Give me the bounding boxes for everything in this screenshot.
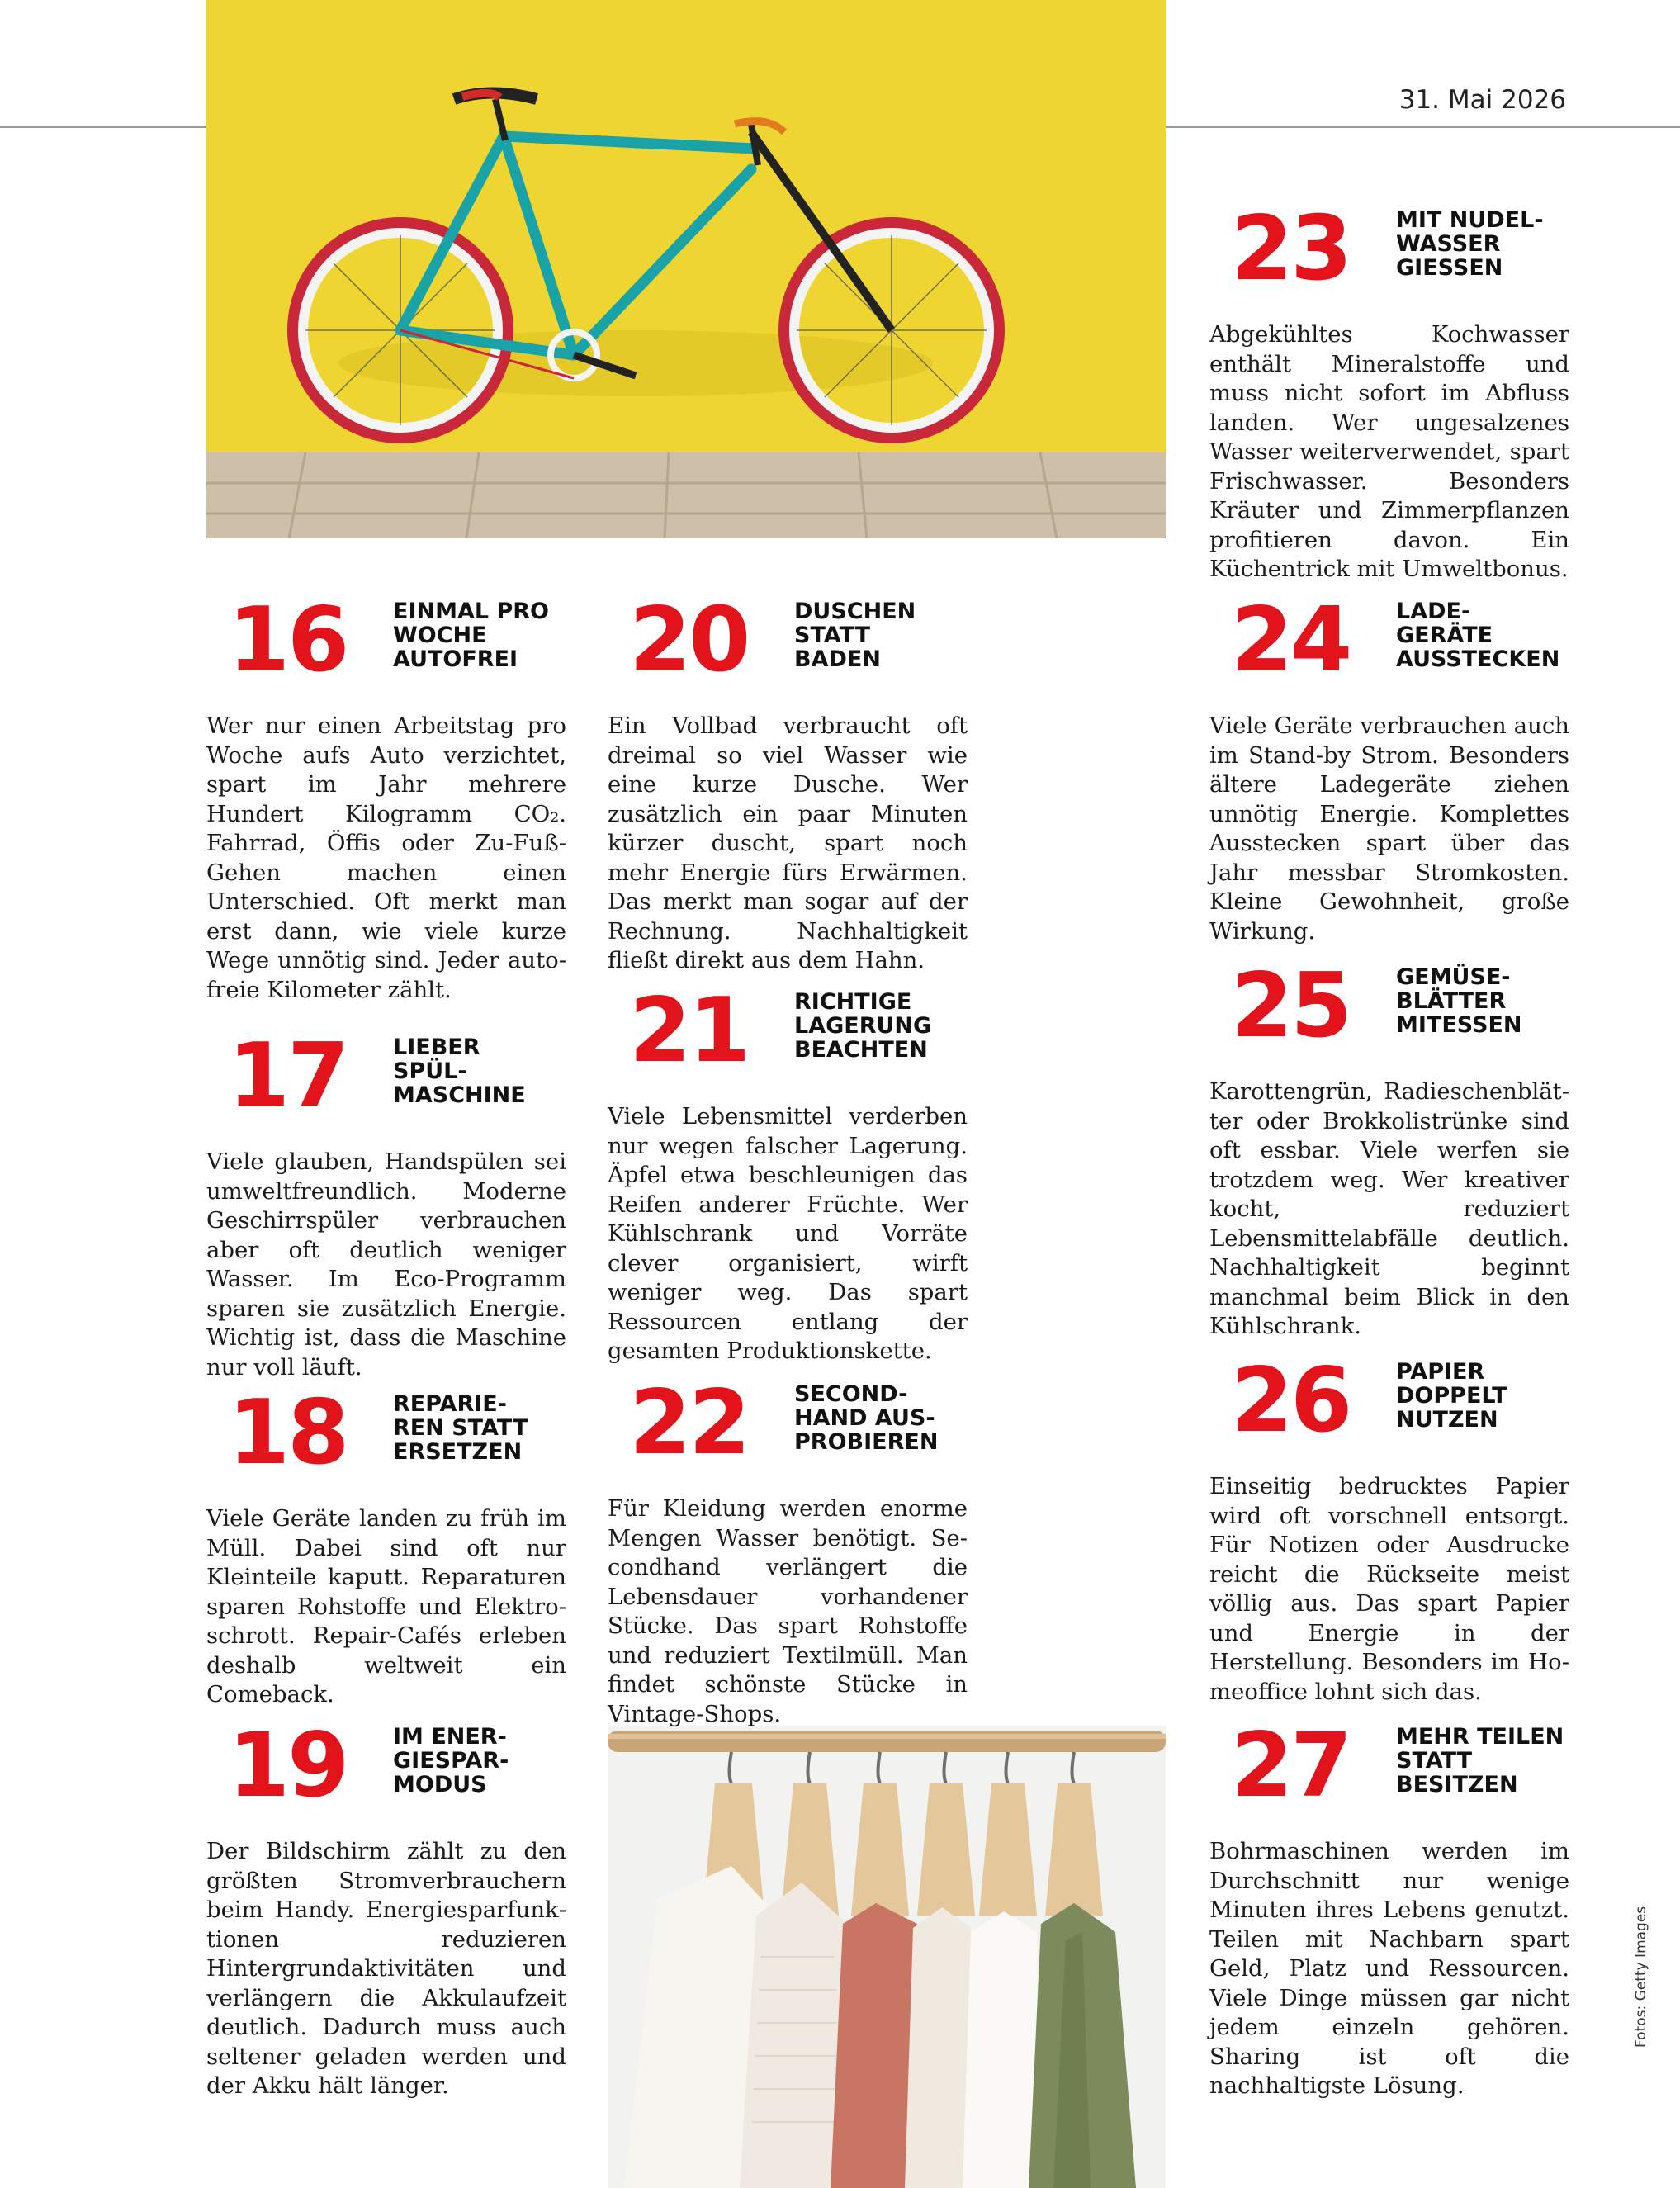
tip-title: LIEBER SPÜL- MASCHINE bbox=[393, 1035, 526, 1108]
tip-number: 21 bbox=[629, 979, 749, 1082]
tip-text: Viele Geräte landen zu früh im Müll. Dabei sind oft nur Kleinteile kaputt. Reparaturen sparen Rohstoffe und Elektroschrott. Repair-Cafés erleben deshalb weltweit ein Comeback. bbox=[206, 1505, 566, 1707]
tip-title: MIT NUDEL- WASSER GIESSEN bbox=[1396, 207, 1544, 281]
tip-number: 27 bbox=[1231, 1714, 1351, 1817]
tip-23 bbox=[1209, 197, 1569, 585]
tip-19 bbox=[206, 1714, 566, 2101]
tip-text: Der Bildschirm zählt zu den größten Stromverbrauchern beim Handy. Energiesparfunktionen reduzieren Hintergrundaktivitäten und verlängern die Akkulaufzeit deutlich. Dadurch muss auch seltener geladen werden und der Akku hält länger. bbox=[206, 1838, 566, 2099]
tip-24 bbox=[1209, 589, 1569, 946]
tip-16 bbox=[206, 589, 566, 1005]
tip-number: 24 bbox=[1231, 589, 1351, 692]
header-rule-right bbox=[1166, 126, 1680, 128]
tip-text: Viele Lebensmittel verderben nur wegen falscher Lagerung. Äpfel etwa beschleunigen das Reifen anderer Früchte. Wer Kühlschrank und Vorräte clever organisiert, wirft weniger weg. Das spart Ressourcen entlang der gesamten Produktionskette. bbox=[608, 1103, 968, 1364]
tip-21 bbox=[608, 979, 968, 1366]
tip-number: 25 bbox=[1231, 954, 1351, 1058]
tip-title: RICHTIGE LAGERUNG BEACHTEN bbox=[794, 989, 932, 1063]
tip-text: Wer nur einen Arbeitstag pro Woche aufs Auto verzichtet, spart im Jahr mehrere Hundert Kilogramm CO₂. Fahrrad, Öffis oder Zu-Fuß-Gehen machen einen Unterschied. Oft merkt man erst dann, wie viele kurze Wege unnötig sind. Jeder autofreie Kilometer zählt. bbox=[206, 713, 566, 1003]
tip-title: PAPIER DOPPELT NUTZEN bbox=[1396, 1359, 1507, 1433]
tip-number: 16 bbox=[228, 589, 348, 692]
bicycle-photo bbox=[206, 0, 1166, 538]
tip-25 bbox=[1209, 954, 1569, 1342]
issue-date: 31. Mai 2026 bbox=[1398, 85, 1566, 115]
header-rule-left bbox=[0, 126, 206, 128]
tip-27 bbox=[1209, 1714, 1569, 2101]
tip-17 bbox=[206, 1025, 566, 1382]
tip-20 bbox=[608, 589, 968, 976]
tip-number: 22 bbox=[629, 1371, 749, 1475]
tip-text: Für Kleidung werden enorme Mengen Wasser benötigt. Secondhand verlängert die Lebensdauer vorhandener Stücke. Das spart Rohstoffe und reduziert Textilmüll. Man findet schönste Stücke in Vintage-Shops. bbox=[608, 1495, 968, 1727]
tip-text: Viele Geräte verbrauchen auch im Stand-by Strom. Besonders ältere Ladegeräte ziehen unnötig Energie. Komplettes Ausstecken spart über das Jahr messbar Stromkosten. Kleine Gewohnheit, große Wirkung. bbox=[1209, 713, 1569, 945]
tip-title: SECOND- HAND AUS- PROBIEREN bbox=[794, 1381, 939, 1455]
tip-26 bbox=[1209, 1349, 1569, 1707]
tip-18 bbox=[206, 1381, 566, 1710]
tip-title: MEHR TEILEN STATT BESITZEN bbox=[1396, 1724, 1564, 1797]
tip-text: Bohrmaschinen werden im Durchschnitt nur wenige Minuten ihres Lebens genutzt. Teilen mit Nachbarn spart Geld, Platz und Ressourcen. Viele Dinge müssen gar nicht jedem einzeln gehören. Sharing ist oft die nachhaltigste Lösung. bbox=[1209, 1838, 1569, 2099]
tip-number: 18 bbox=[228, 1381, 348, 1485]
tip-number: 26 bbox=[1231, 1349, 1351, 1452]
tip-title: DUSCHEN STATT BADEN bbox=[794, 599, 916, 672]
tip-number: 19 bbox=[228, 1714, 348, 1817]
tip-number: 23 bbox=[1231, 197, 1351, 301]
tip-number: 17 bbox=[228, 1025, 348, 1128]
tip-number: 20 bbox=[629, 589, 749, 692]
tip-text: Einseitig bedrucktes Papier wird oft vorschnell entsorgt. Für Notizen oder Ausdrucke reicht die Rückseite meist völlig aus. Das spart Papier und Energie in der Herstellung. Besonders im Homeoffice lohnt sich das. bbox=[1209, 1473, 1569, 1705]
tip-text: Viele glauben, Handspülen sei umweltfreundlich. Moderne Geschirrspüler verbrauchen aber oft deutlich weniger Wasser. Im Eco-Programm sparen sie zusätzlich Energie. Wichtig ist, dass die Maschine nur voll läuft. bbox=[206, 1148, 566, 1381]
tip-title: GEMÜSE- BLÄTTER MITESSEN bbox=[1396, 964, 1522, 1038]
tip-title: EINMAL PRO WOCHE AUTOFREI bbox=[393, 599, 549, 672]
photo-credit: Fotos: Getty Images bbox=[1633, 1906, 1649, 2048]
tip-text: Karottengrün, Radieschenblätter oder Brokkolistrünke sind oft essbar. Viele werfen sie trotzdem weg. Wer kreativer kocht, reduziert Lebensmittelabfälle deutlich. Nachhaltigkeit beginnt manchmal beim Blick in den Kühlschrank. bbox=[1209, 1078, 1569, 1339]
tip-title: IM ENER- GIESPAR- MODUS bbox=[393, 1724, 509, 1797]
tip-text: Abgekühltes Kochwasser enthält Mineralstoffe und muss nicht sofort im Abfluss landen. Wer ungesalzenes Wasser weiterverwendet, spart Frischwasser. Besonders Kräuter und Zimmerpflanzen profitieren davon. Ein Küchentrick mit Umweltbonus. bbox=[1209, 321, 1569, 582]
tip-title: REPARIE- REN STATT ERSETZEN bbox=[393, 1391, 528, 1465]
tip-title: LADE- GERÄTE AUSSTECKEN bbox=[1396, 599, 1560, 672]
clothes-rack-photo bbox=[608, 1726, 1166, 2188]
tip-22 bbox=[608, 1371, 968, 1729]
tip-text: Ein Vollbad verbraucht oft dreimal so viel Wasser wie eine kurze Dusche. Wer zusätzlich ein paar Minuten kürzer duscht, spart noch mehr Energie fürs Erwärmen. Das merkt man sogar auf der Rechnung. Nachhaltigkeit fließt direkt aus dem Hahn. bbox=[608, 713, 968, 973]
